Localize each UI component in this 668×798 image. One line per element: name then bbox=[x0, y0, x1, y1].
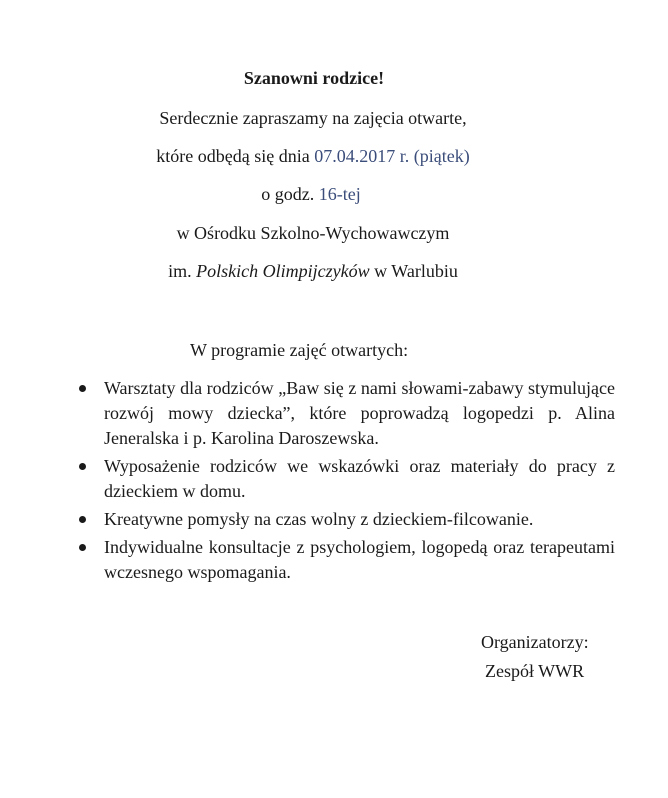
bullet-icon bbox=[79, 385, 86, 392]
list-item-text: Wyposażenie rodziców we wskazówki oraz materiały do pracy z dzieckiem w domu. bbox=[104, 456, 615, 501]
event-date: 07.04.2017 r. (piątek) bbox=[314, 146, 470, 166]
list-item-text: Kreatywne pomysły na czas wolny z dzieckiem-filcowanie. bbox=[104, 509, 534, 529]
program-list bbox=[77, 376, 615, 588]
signature-name: Zespół WWR bbox=[485, 661, 585, 681]
invitation-line-1: Serdecznie zapraszamy na zajęcia otwarte, bbox=[159, 108, 467, 128]
patron-prefix: im. bbox=[168, 261, 197, 281]
time-prefix: o godz. bbox=[261, 184, 319, 204]
patron-suffix: w Warlubiu bbox=[369, 261, 458, 281]
greeting-title: Szanowni rodzice! bbox=[243, 68, 385, 88]
list-item bbox=[77, 454, 615, 504]
signature-label: Organizatorzy: bbox=[481, 632, 589, 652]
signature-block bbox=[470, 628, 620, 686]
list-item bbox=[77, 376, 615, 451]
patron-name: Polskich Olimpijczyków bbox=[196, 261, 370, 281]
invitation-line-patron bbox=[0, 259, 626, 283]
list-item bbox=[77, 507, 615, 532]
date-prefix: które odbędą się dnia bbox=[156, 146, 315, 166]
bullet-icon bbox=[79, 544, 86, 551]
list-item-text: Indywidualne konsultacje z psychologiem, logopedą oraz terapeutami wczesnego wspomagania. bbox=[104, 537, 615, 582]
invitation-line-venue: w Ośrodku Szkolno-Wychowawczym bbox=[176, 223, 450, 243]
event-time: 16-tej bbox=[318, 184, 361, 204]
bullet-icon bbox=[79, 516, 86, 523]
program-heading: W programie zajęć otwartych: bbox=[190, 340, 409, 360]
list-item bbox=[77, 535, 615, 585]
list-item-text: Warsztaty dla rodziców „Baw się z nami słowami-zabawy stymulujące rozwój mowy dziecka”, które poprowadzą logopedzi p. Alina Jeneralska i p. Karolina Daroszewska. bbox=[104, 378, 615, 448]
invitation-line-date bbox=[0, 144, 626, 168]
bullet-icon bbox=[79, 463, 86, 470]
invitation-line-time bbox=[0, 182, 622, 206]
